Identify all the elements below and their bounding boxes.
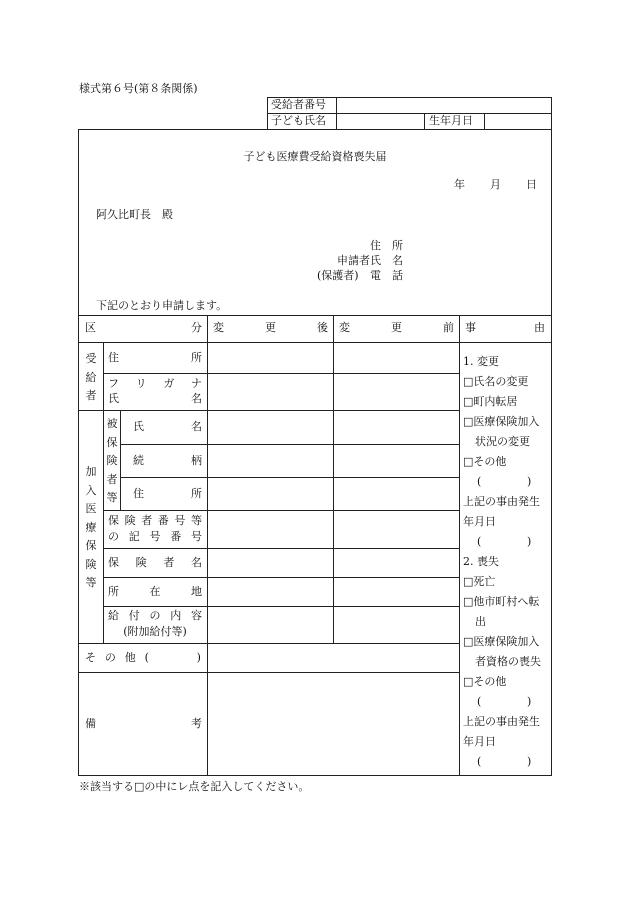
insurer-number-before-field[interactable] (334, 511, 459, 548)
reason-name-change-checkbox[interactable]: □氏名の変更 (463, 375, 529, 388)
reason-loss-occurrence-label: 上記の事由発生 (463, 715, 540, 728)
row-benefit-line2: (附加給付等) (123, 625, 187, 638)
row-furigana-label: フ リ ガ ナ (108, 377, 202, 390)
applicant-address-label: 住 所 (370, 239, 403, 252)
remarks-field[interactable] (208, 673, 459, 776)
benefit-before-field[interactable] (334, 607, 459, 643)
row-remarks-label: 備 考 (85, 717, 202, 730)
reason-change-occurrence-label: 上記の事由発生 (463, 495, 540, 508)
date-day-label: 日 (526, 178, 537, 191)
child-name-label: 子ども氏名 (271, 114, 326, 127)
date-year-label: 年 (454, 178, 465, 191)
address-before-field[interactable] (334, 343, 459, 373)
reason-loss-other-open: ( (477, 695, 482, 708)
row-insured-address-label: 住 所 (133, 487, 202, 500)
recipient-number-label: 受給者番号 (271, 98, 326, 111)
footnote: ※該当する□の中にレ点を記入してください。 (79, 780, 310, 793)
applicant-name-label: 氏 名 (370, 254, 403, 267)
reason-insurance-loss-text: 者資格の喪失 (475, 655, 541, 668)
insurer-number-after-field[interactable] (208, 511, 333, 548)
header-category: 区 分 (85, 321, 202, 334)
insured-group-label: 被保険者等 (106, 417, 118, 504)
other-field[interactable] (208, 644, 459, 672)
reason-move-out-text: 出 (475, 615, 486, 628)
intro-text: 下記のとおり申請します。 (96, 299, 228, 312)
row-insured-name-label: 氏 名 (133, 420, 202, 433)
header-reason: 事 由 (465, 321, 545, 334)
guardian-label: (保護者) (317, 269, 359, 282)
birthdate-field[interactable] (485, 114, 550, 128)
relationship-after-field[interactable] (208, 445, 333, 477)
reason-death-checkbox[interactable]: □死亡 (463, 575, 496, 588)
row-benefit-line1: 給 付 の 内 容 (108, 609, 202, 622)
addressee: 阿久比町長 殿 (96, 208, 173, 221)
insurer-after-field[interactable] (208, 549, 333, 577)
reason-loss-date-close: ) (527, 755, 532, 768)
child-name-field[interactable] (337, 114, 423, 128)
name-before-field[interactable] (334, 374, 459, 410)
row-insurer-number-line1: 保 険 者 番 号 等 (108, 514, 202, 527)
style-number: 様式第６号(第８条関係) (79, 82, 198, 95)
insured-address-before-field[interactable] (334, 478, 459, 510)
reason-loss-heading: 2. 喪失 (463, 555, 499, 568)
insured-name-after-field[interactable] (208, 411, 333, 444)
reason-town-move-checkbox[interactable]: □町内転居 (463, 395, 518, 408)
reason-insurance-change-text: 状況の変更 (475, 435, 530, 448)
row-insurer-number-line2: の 記 号 番 号 (108, 530, 202, 543)
insurance-group-label: 加入医療保険等 (85, 465, 97, 589)
applicant-phone-label: 電 話 (370, 269, 403, 282)
row-location-label: 所 在 地 (108, 585, 202, 598)
reason-change-date-close: ) (527, 535, 532, 548)
applicant-label: 申請者 (337, 254, 370, 267)
reason-change-date-label: 年月日 (463, 515, 496, 528)
reason-loss-other-checkbox[interactable]: □その他 (463, 675, 507, 688)
form-title: 子ども医療費受給資格喪失届 (243, 150, 387, 163)
header-after-change: 変 更 後 (213, 321, 328, 334)
reason-loss-date-label: 年月日 (463, 735, 496, 748)
reason-move-out-checkbox[interactable]: □他市町村へ転 (463, 595, 540, 608)
reason-change-other-checkbox[interactable]: □その他 (463, 455, 507, 468)
reason-insurance-change-checkbox[interactable]: □医療保険加入 (463, 415, 540, 428)
row-insurer-label: 保 険 者 名 (108, 556, 202, 569)
row-name-label: 氏 名 (108, 392, 202, 405)
row-other-label: そ の 他 ( ) (85, 651, 201, 664)
date-month-label: 月 (490, 178, 501, 191)
reason-loss-date-open: ( (477, 755, 482, 768)
benefit-after-field[interactable] (208, 607, 333, 643)
insurer-before-field[interactable] (334, 549, 459, 577)
header-before-change: 変 更 前 (339, 321, 454, 334)
row-relationship-label: 続 柄 (133, 454, 202, 467)
reason-change-date-open: ( (477, 535, 482, 548)
location-before-field[interactable] (334, 578, 459, 606)
location-after-field[interactable] (208, 578, 333, 606)
row-address-label: 住 所 (108, 351, 202, 364)
name-after-field[interactable] (208, 374, 333, 410)
recipient-group-label: 受給者 (85, 352, 97, 402)
reason-change-heading: 1. 変更 (463, 355, 499, 368)
reason-change-other-close: ) (527, 475, 532, 488)
address-after-field[interactable] (208, 343, 333, 373)
recipient-number-field[interactable] (337, 98, 550, 112)
relationship-before-field[interactable] (334, 445, 459, 477)
reason-insurance-loss-checkbox[interactable]: □医療保険加入 (463, 635, 540, 648)
insured-address-after-field[interactable] (208, 478, 333, 510)
reason-loss-other-close: ) (527, 695, 532, 708)
insured-name-before-field[interactable] (334, 411, 459, 444)
birthdate-label: 生年月日 (429, 114, 473, 127)
reason-change-other-open: ( (477, 475, 482, 488)
